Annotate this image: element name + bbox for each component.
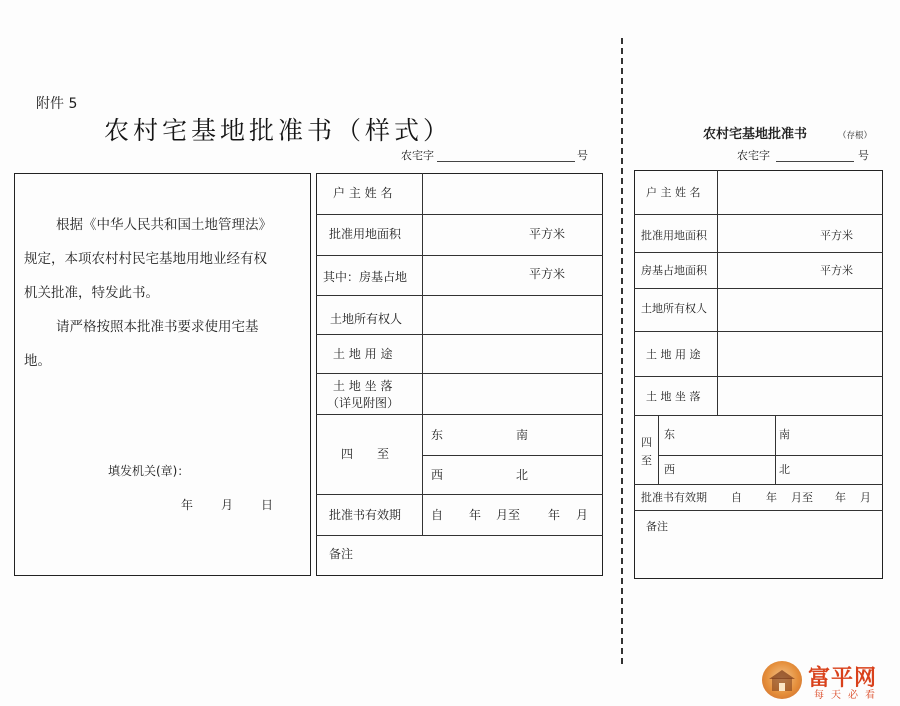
stub-rule xyxy=(634,331,883,332)
statement-box xyxy=(14,173,311,576)
number-underline xyxy=(437,161,575,162)
label-east: 东 xyxy=(431,428,444,442)
table-rule xyxy=(316,414,603,415)
label-land-location: 土 地 坐 落 xyxy=(333,379,393,393)
stub-divider xyxy=(775,415,776,484)
statement-line: 请严格按照本批准书要求使用宅基 xyxy=(56,319,259,335)
statement-line: 地。 xyxy=(24,353,51,369)
stub-validity-year: 年 xyxy=(766,491,777,504)
site-watermark xyxy=(762,659,894,701)
stub-unit-sqm: 平方米 xyxy=(820,264,853,277)
stub-number-underline xyxy=(776,161,854,162)
table-rule xyxy=(316,214,603,215)
attachment-label: 附件 5 xyxy=(36,96,78,112)
stub-rule xyxy=(634,510,883,511)
stub-rule xyxy=(634,214,883,215)
label-land-use: 土 地 用 途 xyxy=(333,347,393,361)
stub-label-south: 南 xyxy=(779,428,790,441)
date-month: 月 xyxy=(221,498,234,512)
label-house-area: 其中：房基占地 xyxy=(323,270,408,284)
stub-number-suffix: 号 xyxy=(858,149,869,162)
stub-label-approved-area: 批准用地面积 xyxy=(641,229,707,242)
stub-rule xyxy=(634,288,883,289)
label-validity: 批准书有效期 xyxy=(329,508,402,522)
validity-from: 自 xyxy=(431,508,444,522)
label-boundaries: 四 至 xyxy=(341,447,390,461)
stub-label-house-area: 房基占地面积 xyxy=(641,264,707,277)
statement-line: 规定，本项农村村民宅基地用地业经有权 xyxy=(24,251,267,267)
stub-label-validity: 批准书有效期 xyxy=(641,491,707,504)
stub-validity-month-to: 月至 xyxy=(791,491,813,504)
validity-year: 年 xyxy=(548,508,561,522)
unit-sqm: 平方米 xyxy=(529,227,566,241)
stub-rule xyxy=(658,455,883,456)
number-suffix: 号 xyxy=(577,149,588,162)
label-approved-area: 批准用地面积 xyxy=(329,227,402,241)
label-south: 南 xyxy=(516,428,529,442)
table-rule xyxy=(316,535,603,536)
stub-title: 农村宅基地批准书 xyxy=(703,127,808,142)
statement-line: 机关批准，特发此书。 xyxy=(24,285,159,301)
stub-validity-month: 月 xyxy=(860,491,871,504)
stub-label-boundaries-1: 四 xyxy=(641,436,652,449)
stub-validity-year: 年 xyxy=(835,491,846,504)
stub-label-land-use: 土 地 用 途 xyxy=(646,348,701,361)
label-north: 北 xyxy=(516,468,529,482)
stub-label-land-owner: 土地所有权人 xyxy=(641,302,707,315)
stub-label-east: 东 xyxy=(664,428,675,441)
stub-rule xyxy=(634,252,883,253)
table-rule xyxy=(316,373,603,374)
stub-label-remarks: 备注 xyxy=(646,520,668,533)
watermark-name: 富平网 xyxy=(808,666,878,691)
stub-title-suffix: （存根） xyxy=(838,131,873,141)
stub-label-owner-name: 户 主 姓 名 xyxy=(646,186,701,199)
stub-rule xyxy=(634,376,883,377)
validity-year: 年 xyxy=(469,508,482,522)
stub-label-boundaries-2: 至 xyxy=(641,454,652,467)
table-rule xyxy=(316,295,603,296)
statement-line: 根据《中华人民共和国土地管理法》 xyxy=(56,217,272,233)
stub-rule xyxy=(634,484,883,485)
table-rule xyxy=(422,455,603,456)
stub-validity-from: 自 xyxy=(731,491,742,504)
table-rule xyxy=(316,334,603,335)
label-land-owner: 土地所有权人 xyxy=(330,312,403,326)
stub-unit-sqm: 平方米 xyxy=(820,229,853,242)
table-rule xyxy=(316,255,603,256)
validity-month: 月 xyxy=(576,508,589,522)
number-prefix: 农宅字 xyxy=(401,149,434,162)
stub-label-land-location: 土 地 坐 落 xyxy=(646,390,701,403)
stub-rule xyxy=(634,415,883,416)
unit-sqm: 平方米 xyxy=(529,267,566,281)
stub-divider xyxy=(717,170,718,415)
label-remarks: 备注 xyxy=(329,547,354,561)
label-owner-name: 户 主 姓 名 xyxy=(333,186,393,200)
label-west: 西 xyxy=(431,468,444,482)
watermark-slogan: 每天必看 xyxy=(814,690,882,701)
date-year: 年 xyxy=(181,498,194,512)
stub-divider xyxy=(658,415,659,484)
watermark-logo-icon xyxy=(762,661,802,699)
stub-label-north: 北 xyxy=(779,463,790,476)
stub-number-prefix: 农宅字 xyxy=(737,149,770,162)
issuer-label: 填发机关(章)： xyxy=(108,464,190,478)
table-rule xyxy=(316,494,603,495)
cut-line xyxy=(621,38,623,664)
stub-label-west: 西 xyxy=(664,463,675,476)
validity-month-to: 月至 xyxy=(496,508,521,522)
land-location-note: （详见附图） xyxy=(327,396,400,410)
date-day: 日 xyxy=(261,498,274,512)
table-divider xyxy=(422,173,423,535)
page-title: 农村宅基地批准书（样式） xyxy=(104,116,453,145)
